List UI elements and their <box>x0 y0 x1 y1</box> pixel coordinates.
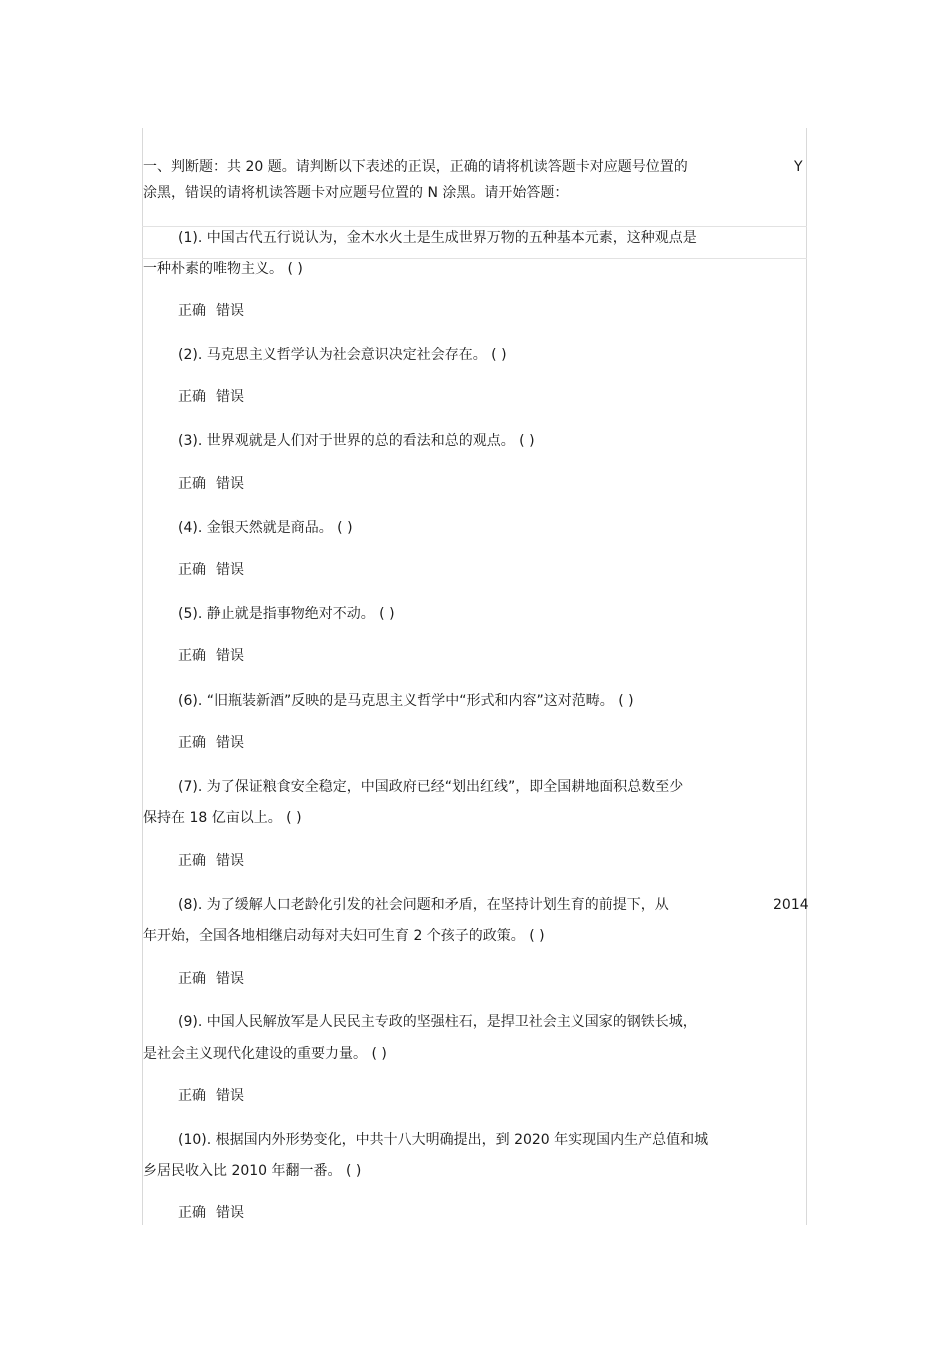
question-4-line-1: (4). 金银天然就是商品。 ( ) <box>178 520 353 536</box>
true-option[interactable]: 正确 <box>178 1205 206 1221</box>
question-3-answer-options <box>178 474 244 494</box>
question-7-line-1: (7). 为了保证粮食安全稳定，中国政府已经“划出红线”，即全国耕地面积总数至少 <box>178 779 684 795</box>
question-5-line-1: (5). 静止就是指事物绝对不动。 ( ) <box>178 606 395 622</box>
true-option[interactable]: 正确 <box>178 562 206 578</box>
false-option[interactable]: 错误 <box>216 853 244 869</box>
section-heading-line-1: 一、判断题：共 20 题。请判断以下表述的正误，正确的请将机读答题卡对应题号位置的 <box>143 159 688 175</box>
question-6-line-1: (6). “旧瓶装新酒”反映的是马克思主义哲学中“形式和内容”这对范畴。 ( ) <box>178 693 634 709</box>
question-10-answer-options <box>178 1203 244 1223</box>
question-9-line-2: 是社会主义现代化建设的重要力量。 ( ) <box>143 1046 387 1062</box>
false-option[interactable]: 错误 <box>216 562 244 578</box>
question-2-line-1: (2). 马克思主义哲学认为社会意识决定社会存在。 ( ) <box>178 347 507 363</box>
question-4-answer-options <box>178 560 244 580</box>
question-6-answer-options <box>178 733 244 753</box>
false-option[interactable]: 错误 <box>216 1205 244 1221</box>
divider-line <box>142 226 807 227</box>
question-9-line-1: (9). 中国人民解放军是人民民主专政的坚强柱石，是捍卫社会主义国家的钢铁长城， <box>178 1014 697 1030</box>
question-1-line-2: 一种朴素的唯物主义。 ( ) <box>143 261 303 277</box>
question-5-answer-options <box>178 646 244 666</box>
question-8-answer-options <box>178 969 244 989</box>
question-3-line-1: (3). 世界观就是人们对于世界的总的看法和总的观点。 ( ) <box>178 433 535 449</box>
true-option[interactable]: 正确 <box>178 1088 206 1104</box>
page-border-right <box>806 128 807 1225</box>
true-option[interactable]: 正确 <box>178 389 206 405</box>
question-9-answer-options <box>178 1086 244 1106</box>
false-option[interactable]: 错误 <box>216 389 244 405</box>
true-option[interactable]: 正确 <box>178 303 206 319</box>
false-option[interactable]: 错误 <box>216 648 244 664</box>
true-option[interactable]: 正确 <box>178 648 206 664</box>
false-option[interactable]: 错误 <box>216 303 244 319</box>
true-option[interactable]: 正确 <box>178 735 206 751</box>
true-option[interactable]: 正确 <box>178 971 206 987</box>
false-option[interactable]: 错误 <box>216 735 244 751</box>
false-option[interactable]: 错误 <box>216 1088 244 1104</box>
question-10-line-1: (10). 根据国内外形势变化，中共十八大明确提出，到 2020 年实现国内生产总值和城 <box>178 1132 709 1148</box>
section-heading-line-2: 涂黑，错误的请将机读答题卡对应题号位置的 N 涂黑。请开始答题： <box>143 185 569 201</box>
question-1-answer-options <box>178 301 244 321</box>
question-8-line-2: 年开始，全国各地相继启动每对夫妇可生育 2 个孩子的政策。 ( ) <box>143 928 545 944</box>
question-8-line-1: (8). 为了缓解人口老龄化引发的社会问题和矛盾，在坚持计划生育的前提下，从 <box>178 897 669 913</box>
question-2-answer-options <box>178 387 244 407</box>
question-7-line-2: 保持在 18 亿亩以上。 ( ) <box>143 810 302 826</box>
true-option[interactable]: 正确 <box>178 853 206 869</box>
question-8-year-token: 2014 <box>773 897 809 913</box>
section-heading-token-y: Y <box>794 159 803 175</box>
true-option[interactable]: 正确 <box>178 476 206 492</box>
false-option[interactable]: 错误 <box>216 476 244 492</box>
question-7-answer-options <box>178 851 244 871</box>
false-option[interactable]: 错误 <box>216 971 244 987</box>
question-1-line-1: (1). 中国古代五行说认为，金木水火土是生成世界万物的五种基本元素，这种观点是 <box>178 230 697 246</box>
question-10-line-2: 乡居民收入比 2010 年翻一番。 ( ) <box>143 1163 362 1179</box>
